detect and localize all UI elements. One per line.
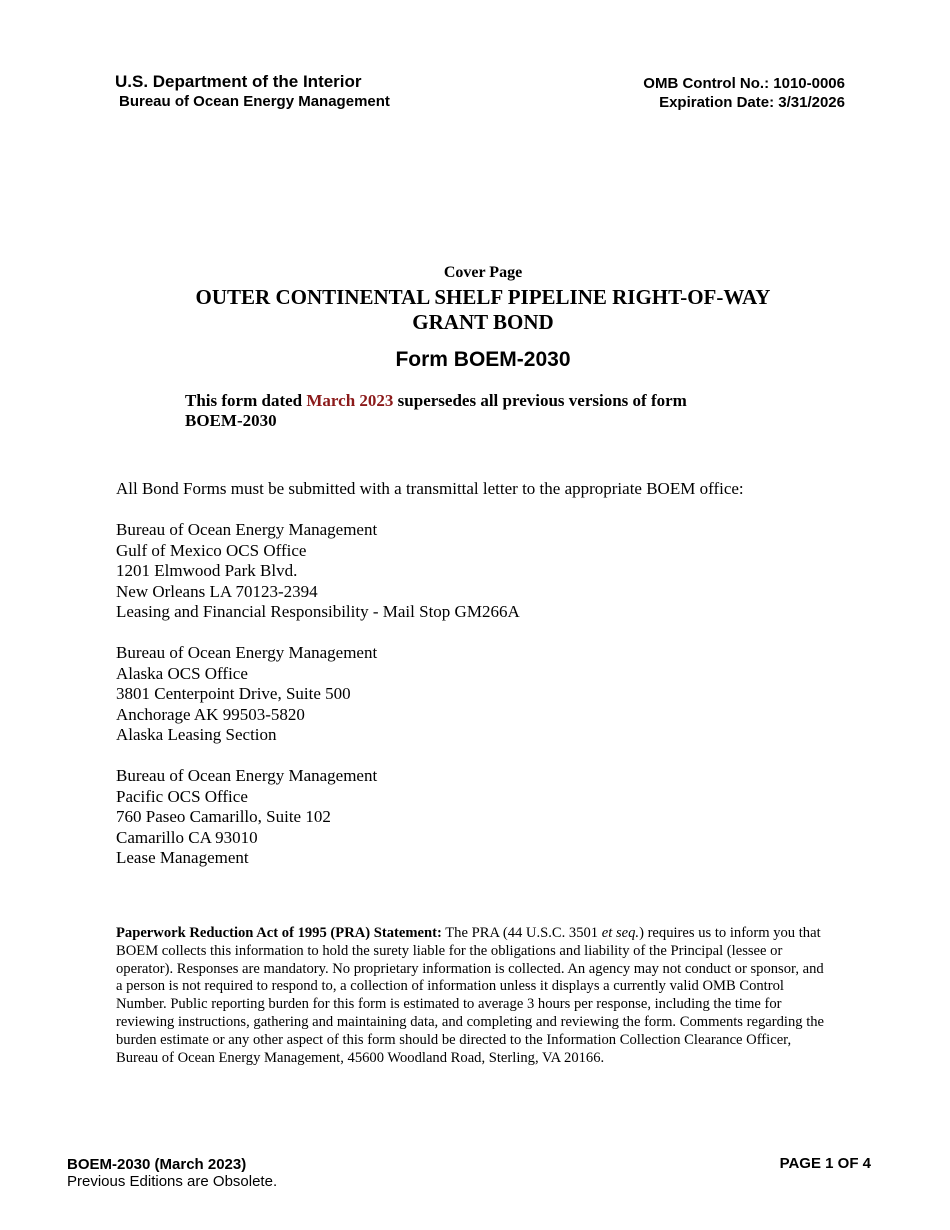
- address-line: Gulf of Mexico OCS Office: [116, 540, 307, 560]
- form-title-line-1: OUTER CONTINENTAL SHELF PIPELINE RIGHT-OF-WAY: [195, 285, 771, 309]
- address-line: 1201 Elmwood Park Blvd.: [116, 561, 298, 581]
- omb-info: [643, 74, 845, 112]
- address-line: Alaska OCS Office: [116, 663, 248, 683]
- form-title-line-2: GRANT BOND: [412, 310, 554, 334]
- pra-heading: Paperwork Reduction Act of 1995 (PRA) Statement:: [116, 925, 442, 941]
- cover-page-label: Cover Page: [443, 264, 523, 281]
- address-pacific: [116, 766, 377, 869]
- address-line: Anchorage AK 99503-5820: [116, 704, 305, 724]
- address-alaska: [116, 643, 377, 746]
- form-title: [0, 285, 950, 335]
- supersede-prefix: This form dated: [185, 391, 307, 410]
- address-line: Alaska Leasing Section: [116, 725, 277, 745]
- address-line: 760 Paseo Camarillo, Suite 102: [116, 807, 331, 827]
- form-edition: BOEM-2030 (March 2023): [67, 1156, 247, 1173]
- address-line: Bureau of Ocean Energy Management: [116, 643, 378, 662]
- expiration-date: Expiration Date: 3/31/2026: [659, 94, 845, 111]
- supersede-notice: [185, 391, 725, 431]
- submission-instructions: All Bond Forms must be submitted with a transmittal letter to the appropriate BOEM office:: [116, 479, 744, 498]
- address-line: Leasing and Financial Responsibility - Mail Stop GM266A: [116, 602, 520, 622]
- omb-control-number: OMB Control No.: 1010-0006: [643, 75, 845, 92]
- supersede-suffix: supersedes all previous versions of form BOEM-2030: [185, 391, 687, 430]
- pra-text-1: The PRA (44 U.S.C. 3501: [441, 925, 602, 941]
- supersede-date: March 2023: [306, 391, 394, 410]
- obsolete-note: Previous Editions are Obsolete.: [67, 1173, 278, 1190]
- address-line: Bureau of Ocean Energy Management: [116, 520, 378, 539]
- address-line: Pacific OCS Office: [116, 786, 248, 806]
- address-line: Camarillo CA 93010: [116, 827, 258, 847]
- address-line: New Orleans LA 70123-2394: [116, 581, 318, 601]
- department-name: U.S. Department of the Interior: [115, 72, 362, 91]
- address-gulf-of-mexico: [116, 520, 520, 623]
- address-line: Bureau of Ocean Energy Management: [116, 766, 378, 785]
- bureau-name: Bureau of Ocean Energy Management: [119, 93, 390, 110]
- page-number: PAGE 1 OF 4: [779, 1155, 871, 1172]
- form-number: Form BOEM-2030: [395, 348, 571, 371]
- address-line: 3801 Centerpoint Drive, Suite 500: [116, 684, 351, 704]
- pra-statement: [116, 925, 826, 1067]
- address-line: Lease Management: [116, 848, 249, 868]
- pra-italic: et seq.: [601, 925, 640, 941]
- pra-text-2: ) requires us to inform you that BOEM collects this information to hold the surety liable for the obligations and liability of the Principal (lessee or operator). Responses are mandatory. No proprietary information is collected. An agency may not conduct or sponsor, and a person is not required to respond to, a collection of information unless it displays a currently valid OMB Control Number. Public reporting burden for this form is estimated to average 3 hours per response, including the time for reviewing instructions, gathering and maintaining data, and completing and reviewing the form. Comments regarding the burden estimate or any other aspect of this form should be directed to the Information Collection Clearance Officer, Bureau of Ocean Energy Management, 45600 Woodland Road, Sterling, VA 20166.: [116, 925, 825, 1066]
